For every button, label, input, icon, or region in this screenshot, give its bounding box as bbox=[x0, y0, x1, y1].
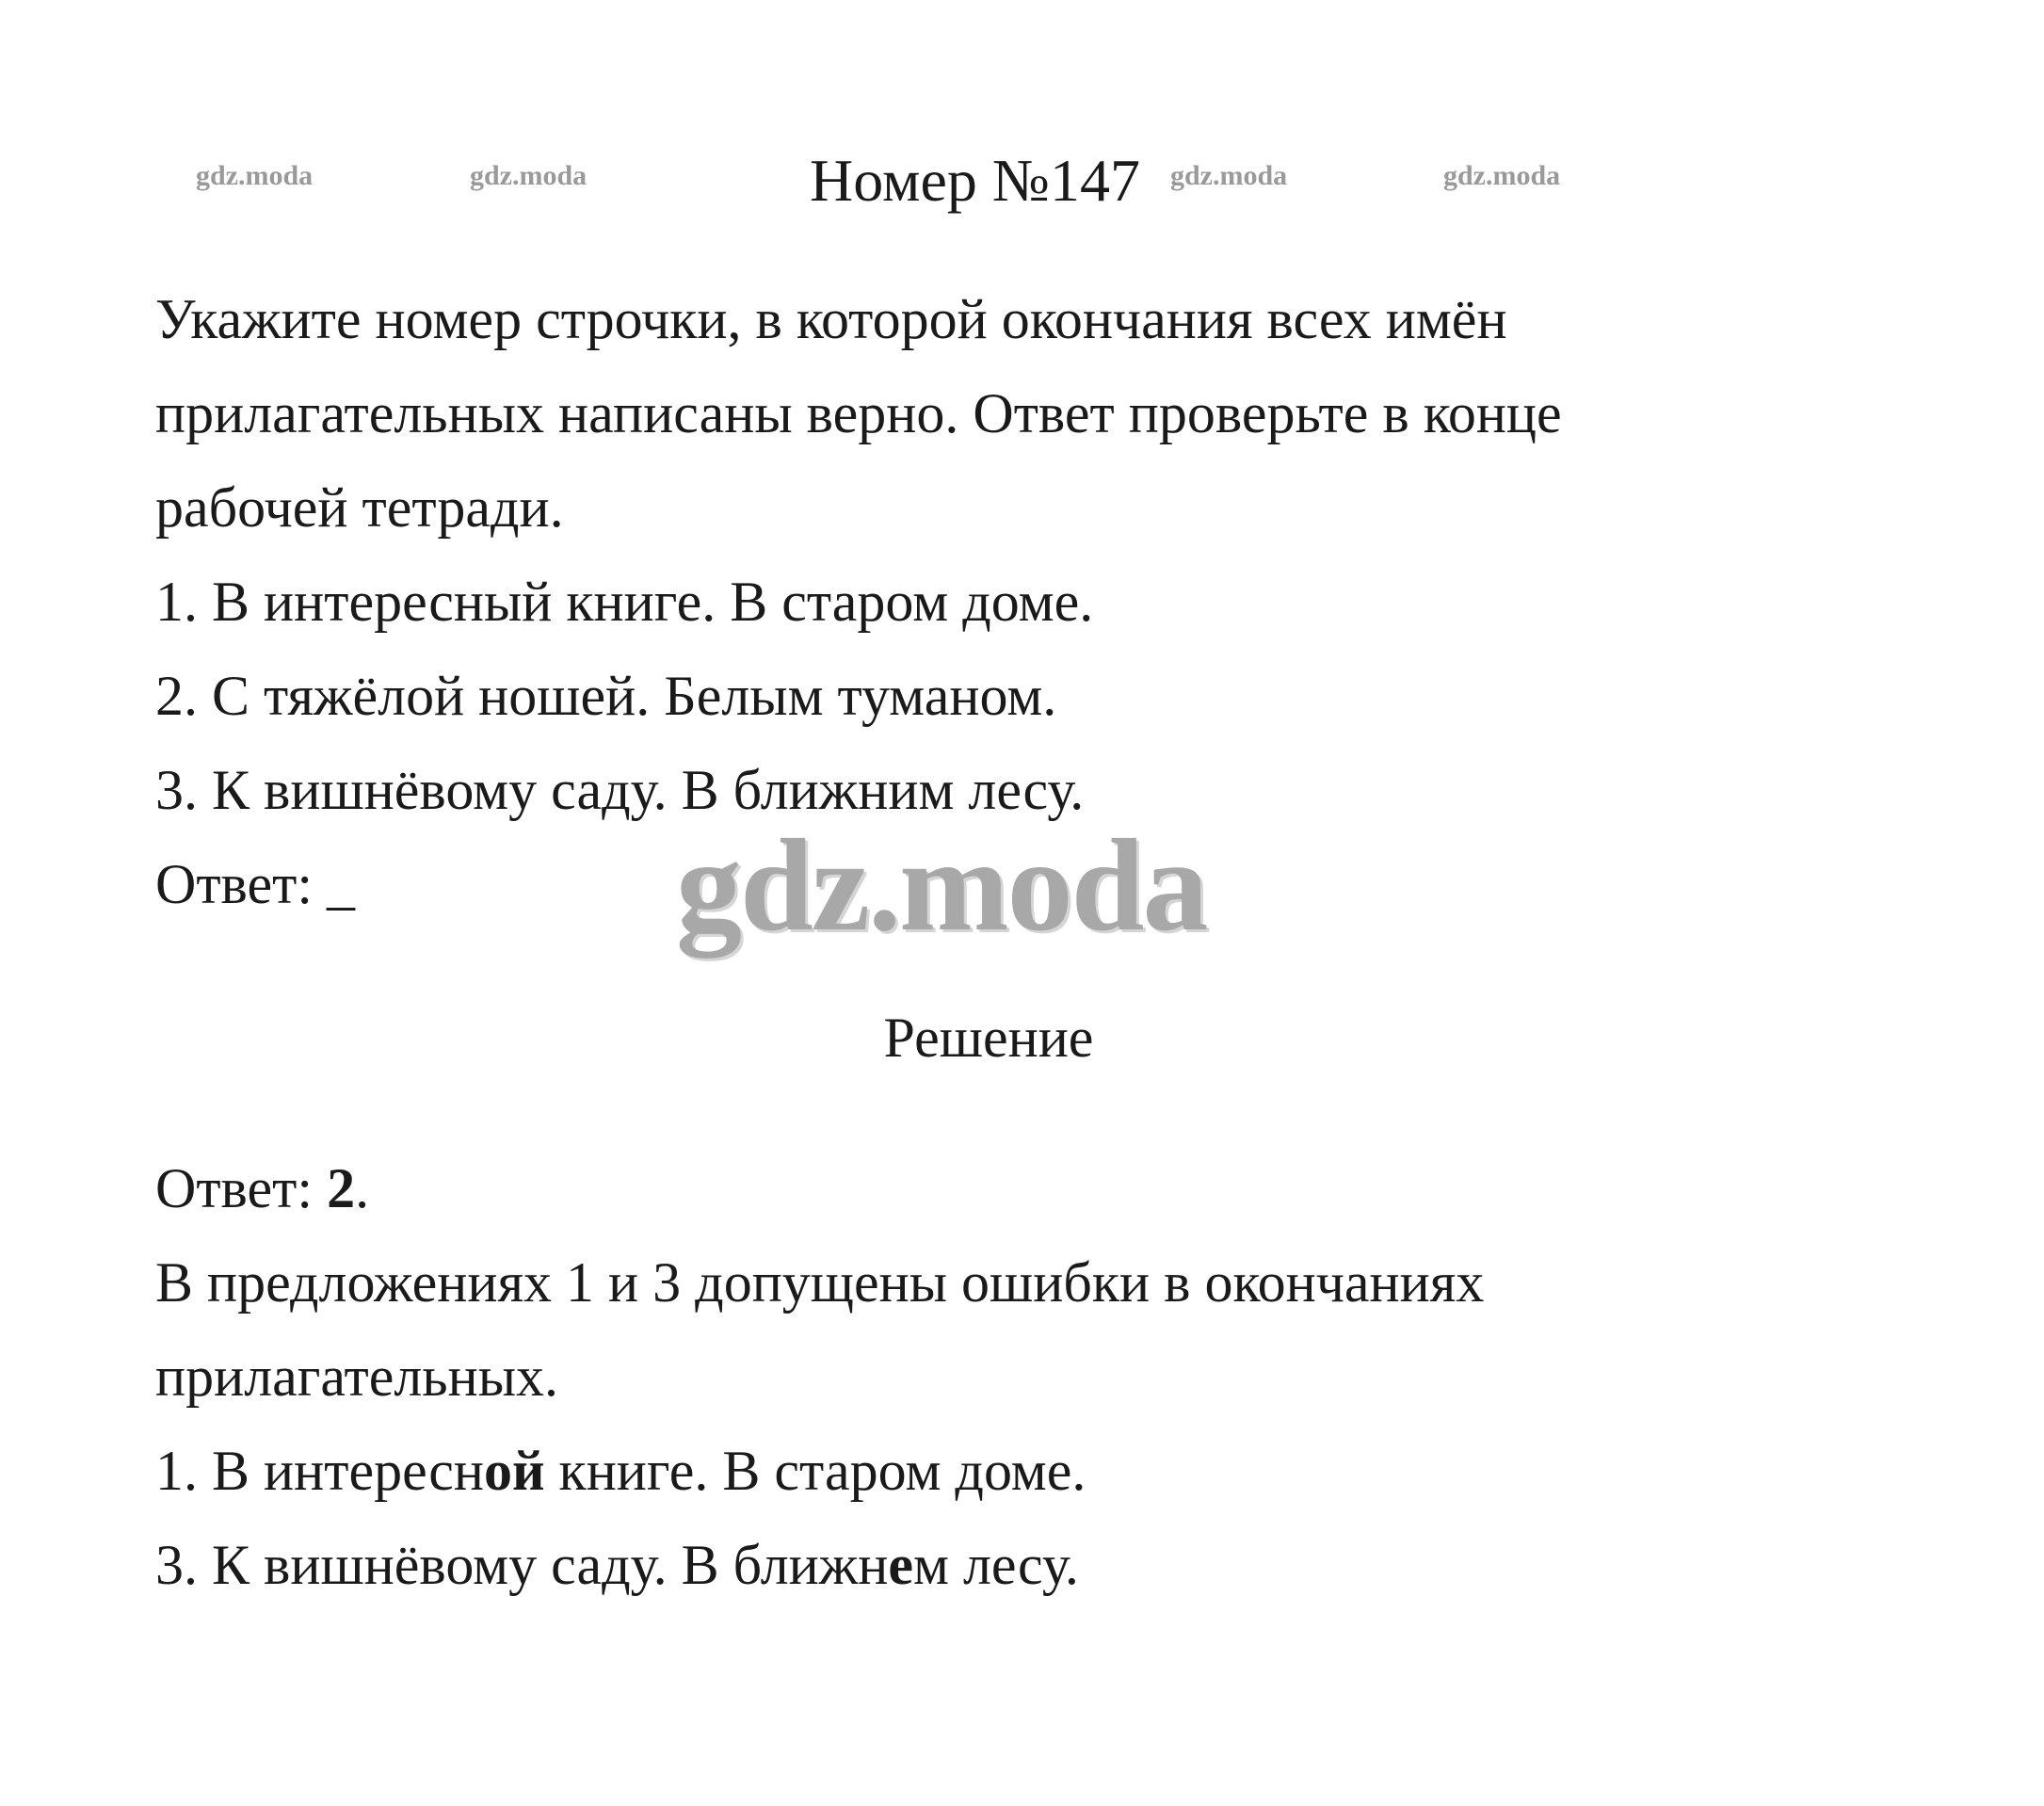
task-option: 3. К вишнёвому саду. В ближним лесу. bbox=[155, 759, 1085, 821]
watermark-large: gdz.moda bbox=[676, 813, 1207, 959]
solution-answer bbox=[155, 1156, 369, 1221]
corrected-ending: е bbox=[888, 1534, 913, 1596]
answer-prompt: Ответ: _ bbox=[155, 853, 356, 915]
solution-explanation: прилагательных. bbox=[155, 1346, 559, 1408]
corrected-ending: ой bbox=[483, 1440, 545, 1502]
task-option: 2. С тяжёлой ношей. Белым туманом. bbox=[155, 665, 1057, 727]
solution-answer-value: 2 bbox=[327, 1157, 356, 1219]
solution-explanation: В предложениях 1 и 3 допущены ошибки в окончаниях bbox=[155, 1251, 1485, 1314]
corrected-text: 3. К вишнёвому саду. В ближн bbox=[155, 1534, 889, 1596]
solution-answer-end: . bbox=[355, 1157, 370, 1219]
watermark-small: gdz.moda bbox=[196, 160, 314, 191]
solution-answer-label: Ответ: bbox=[155, 1157, 328, 1219]
watermark-small: gdz.moda bbox=[1443, 160, 1561, 191]
corrected-line bbox=[155, 1439, 1086, 1504]
watermark-small: gdz.moda bbox=[1170, 160, 1288, 191]
watermark-small: gdz.moda bbox=[470, 160, 587, 191]
corrected-line bbox=[155, 1533, 1079, 1598]
task-option: 1. В интересный книге. В старом доме. bbox=[155, 571, 1094, 633]
task-text-line: прилагательных написаны верно. Ответ проверьте в конце bbox=[155, 382, 1562, 444]
task-text-line: рабочей тетради. bbox=[155, 476, 564, 539]
page-title: Номер №147 bbox=[810, 147, 1140, 214]
corrected-text: 1. В интересн bbox=[155, 1440, 484, 1502]
corrected-text: м лесу. bbox=[912, 1534, 1079, 1596]
solution-heading: Решение bbox=[883, 1007, 1094, 1069]
corrected-text: книге. В старом доме. bbox=[544, 1440, 1086, 1502]
task-text-line: Укажите номер строчки, в которой окончания всех имён bbox=[155, 288, 1507, 350]
